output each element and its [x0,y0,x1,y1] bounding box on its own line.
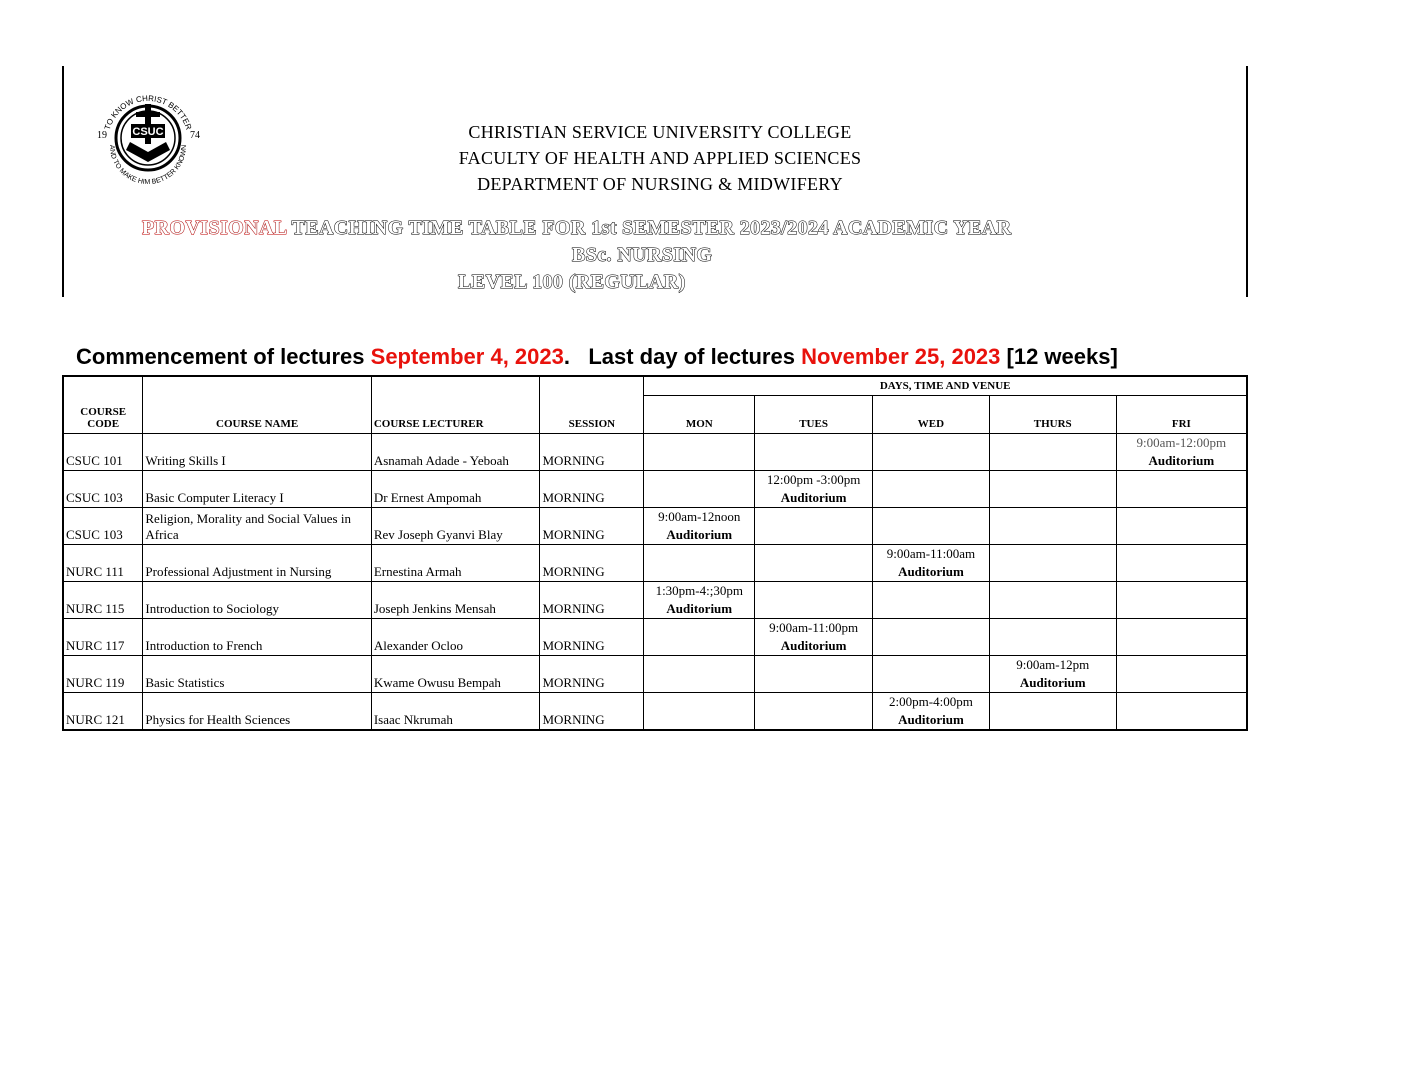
slot-wed [873,434,990,471]
slot-thurs [989,656,1116,693]
slot-wed [873,508,990,545]
header-day-wed: WED [873,396,990,434]
session-cell: MORNING [540,508,644,545]
header-course-lecturer: COURSE LECTURER [371,376,540,434]
slot-thurs [989,693,1116,731]
course-lecturer-cell: Isaac Nkrumah [371,693,540,731]
header-day-mon: MON [644,396,755,434]
table-row [63,508,1247,545]
session-cell: MORNING [540,582,644,619]
logo-top-motto: TO KNOW CHRIST BETTER [102,93,194,131]
slot-time: 9:00am-12:00pm [1136,435,1227,450]
slot-venue: Auditorium [666,527,733,542]
slot-tues [755,434,873,471]
slot-wed [873,693,990,731]
session-cell: MORNING [540,471,644,508]
course-code-cell: NURC 119 [63,656,143,693]
slot-venue: Auditorium [780,490,847,505]
slot-thurs [989,471,1116,508]
course-lecturer-cell: Joseph Jenkins Mensah [371,582,540,619]
slot-tues [755,545,873,582]
course-code-cell: NURC 121 [63,693,143,731]
table-row [63,619,1247,656]
table-row [63,471,1247,508]
commencement-line [76,344,1118,370]
course-name-cell: Professional Adjustment in Nursing [143,545,371,582]
logo-year-right: 74 [190,130,200,141]
header-days-group: DAYS, TIME AND VENUE [644,376,1247,396]
slot-tues [755,508,873,545]
slot-wed [873,656,990,693]
programme-title: BSc. NURSING [572,244,713,266]
slot-mon [644,693,755,731]
logo-initials: CSUC [132,126,164,138]
header-course-name: COURSE NAME [143,376,371,434]
slot-tues [755,582,873,619]
course-lecturer-cell: Dr Ernest Ampomah [371,471,540,508]
slot-fri [1116,508,1247,545]
logo-year-left: 19 [97,130,107,141]
course-lecturer-cell: Alexander Ocloo [371,619,540,656]
slot-time: 1:30pm-4:;30pm [655,583,743,598]
header-session: SESSION [540,376,644,434]
slot-thurs [989,619,1116,656]
course-code-cell: NURC 115 [63,582,143,619]
timetable [62,375,1248,731]
level-title: LEVEL 100 (REGULAR) [458,271,686,293]
header-course-code: COURSE CODE [63,376,143,434]
slot-wed [873,545,990,582]
course-name-cell: Physics for Health Sciences [143,693,371,731]
slot-tues [755,619,873,656]
header-day-thurs: THURS [989,396,1116,434]
slot-thurs [989,582,1116,619]
course-name-cell: Religion, Morality and Social Values in Africa [143,508,371,545]
slot-tues [755,656,873,693]
slot-mon [644,434,755,471]
commencement-middle: . Last day of lectures [563,344,802,369]
timetable-body [63,434,1247,731]
header-day-tues: TUES [755,396,873,434]
slot-fri [1116,545,1247,582]
slot-venue: Auditorium [780,638,847,653]
slot-time: 12:00pm -3:00pm [766,472,861,487]
slot-thurs [989,434,1116,471]
provisional-label: PROVISIONAL [142,217,287,239]
slot-mon [644,656,755,693]
course-name-cell: Introduction to French [143,619,371,656]
header-day-fri: FRI [1116,396,1247,434]
department-name: DEPARTMENT OF NURSING & MIDWIFERY [477,174,843,194]
table-row [63,582,1247,619]
session-cell: MORNING [540,619,644,656]
commencement-prefix: Commencement of lectures [76,344,371,369]
slot-venue: Auditorium [898,712,964,727]
slot-mon [644,582,755,619]
session-cell: MORNING [540,693,644,731]
slot-tues [755,693,873,731]
slot-time: 9:00am-12pm [1016,657,1090,672]
course-lecturer-cell: Asnamah Adade - Yeboah [371,434,540,471]
course-name-cell: Writing Skills I [143,434,371,471]
course-code-cell: CSUC 103 [63,508,143,545]
timetable-title [142,217,1012,240]
timetable-title-rest: TEACHING TIME TABLE FOR 1st SEMESTER 2023/2024 ACADEMIC YEAR [286,217,1012,239]
slot-venue: Auditorium [1019,675,1086,690]
faculty-name: FACULTY OF HEALTH AND APPLIED SCIENCES [458,148,862,168]
slot-mon [644,508,755,545]
slot-time: 9:00am-11:00pm [769,620,859,635]
course-name-cell: Basic Statistics [143,656,371,693]
course-lecturer-cell: Kwame Owusu Bempah [371,656,540,693]
slot-wed [873,582,990,619]
slot-fri [1116,471,1247,508]
commencement-suffix: [12 weeks] [1000,344,1118,369]
table-row [63,693,1247,731]
course-name-cell: Introduction to Sociology [143,582,371,619]
session-cell: MORNING [540,545,644,582]
slot-fri [1116,656,1247,693]
slot-wed [873,471,990,508]
slot-time: 2:00pm-4:00pm [889,694,973,709]
slot-time: 9:00am-12noon [658,509,741,524]
table-row [63,434,1247,471]
slot-time: 9:00am-11:00am [886,546,976,561]
slot-fri [1116,582,1247,619]
session-cell: MORNING [540,434,644,471]
slot-mon [644,619,755,656]
end-date: November 25, 2023 [801,344,1001,369]
slot-venue: Auditorium [666,601,733,616]
slot-fri [1116,434,1247,471]
course-code-cell: CSUC 101 [63,434,143,471]
course-name-cell: Basic Computer Literacy I [143,471,371,508]
slot-venue: Auditorium [898,564,964,579]
logo-bottom-motto: AND TO MAKE HIM BETTER KNOWN [107,144,189,187]
slot-tues [755,471,873,508]
slot-thurs [989,508,1116,545]
slot-wed [873,619,990,656]
start-date: September 4, 2023 [370,344,564,369]
slot-mon [644,545,755,582]
table-row [63,545,1247,582]
slot-fri [1116,693,1247,731]
course-code-cell: NURC 111 [63,545,143,582]
table-row [63,656,1247,693]
slot-mon [644,471,755,508]
session-cell: MORNING [540,656,644,693]
institution-name: CHRISTIAN SERVICE UNIVERSITY COLLEGE [468,122,852,142]
course-code-cell: CSUC 103 [63,471,143,508]
course-lecturer-cell: Rev Joseph Gyanvi Blay [371,508,540,545]
course-code-cell: NURC 117 [63,619,143,656]
slot-fri [1116,619,1247,656]
slot-thurs [989,545,1116,582]
course-lecturer-cell: Ernestina Armah [371,545,540,582]
slot-venue: Auditorium [1148,453,1215,468]
